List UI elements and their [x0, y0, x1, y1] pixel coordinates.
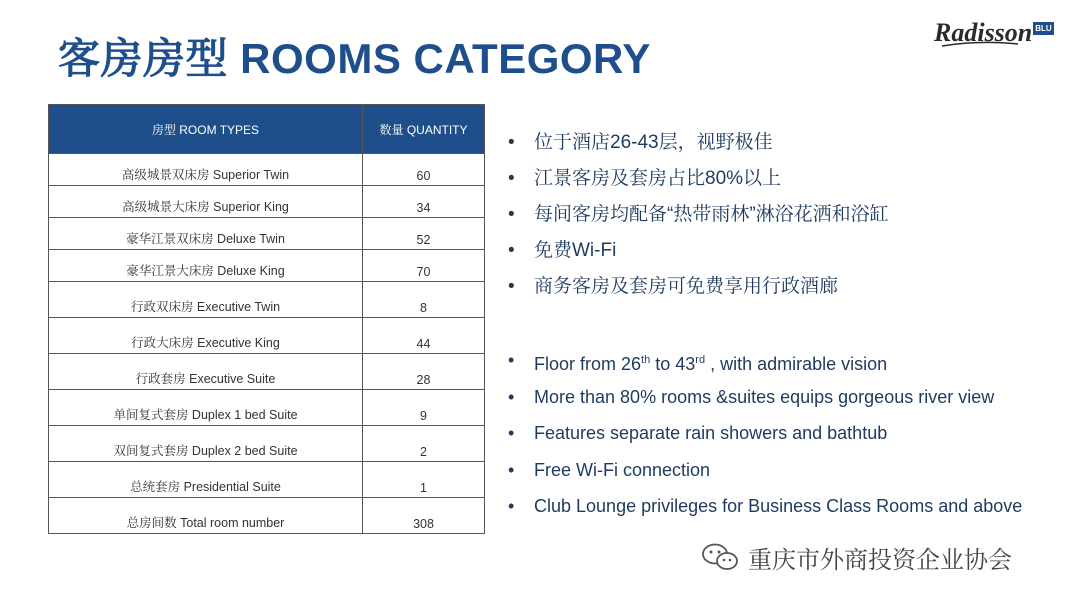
table-row — [49, 218, 485, 250]
rooms-table — [48, 104, 485, 534]
table-row — [49, 426, 485, 462]
logo-swoosh-icon — [940, 40, 1020, 50]
quantity-cell: 34 — [363, 186, 485, 218]
table-header-row — [49, 105, 485, 154]
quantity-cell: 1 — [363, 462, 485, 498]
list-item: • 位于酒店26-43层，视野极佳 — [508, 128, 889, 164]
quantity-cell: 28 — [363, 354, 485, 390]
quantity-cell: 9 — [363, 390, 485, 426]
room-type-cell: 高级城景大床房 Superior King — [49, 186, 363, 218]
list-item: • Features separate rain showers and bathtub — [508, 419, 1022, 456]
table-row — [49, 390, 485, 426]
room-type-cell: 行政套房 Executive Suite — [49, 354, 363, 390]
room-type-cell: 行政大床房 Executive King — [49, 318, 363, 354]
list-item: • 免费Wi-Fi — [508, 236, 889, 272]
room-type-cell: 双间复式套房 Duplex 2 bed Suite — [49, 426, 363, 462]
floor-sup-th: th — [641, 354, 651, 366]
room-type-cell: 总房间数 Total room number — [49, 498, 363, 534]
floor-mid: to 43 — [650, 354, 696, 374]
room-type-cell: 单间复式套房 Duplex 1 bed Suite — [49, 390, 363, 426]
table-row — [49, 186, 485, 218]
table-row-total — [49, 498, 485, 534]
room-type-cell: 高级城景双床房 Superior Twin — [49, 154, 363, 186]
quantity-cell: 2 — [363, 426, 485, 462]
page-title: 客房房型 ROOMS CATEGORY — [58, 35, 651, 82]
quantity-cell: 60 — [363, 154, 485, 186]
floor-suffix: , with admirable vision — [705, 354, 888, 374]
footer-text: 重庆市外商投资企业协会 — [748, 546, 1012, 574]
chinese-bullet-list — [508, 128, 889, 308]
list-item: • 商务客房及套房可免费享用行政酒廊 — [508, 272, 889, 308]
quantity-cell: 308 — [363, 498, 485, 534]
quantity-cell: 8 — [363, 282, 485, 318]
logo-badge: BLU — [1035, 24, 1052, 33]
list-item: • More than 80% rooms &suites equips gorgeous river view — [508, 383, 1022, 420]
table-row — [49, 462, 485, 498]
table-row — [49, 318, 485, 354]
table-row — [49, 282, 485, 318]
list-item: • 每间客房均配备“热带雨林”淋浴花洒和浴缸 — [508, 200, 889, 236]
room-type-cell: 豪华江景大床房 Deluxe King — [49, 250, 363, 282]
table-row — [49, 250, 485, 282]
room-type-cell: 行政双床房 Executive Twin — [49, 282, 363, 318]
footer-watermark — [700, 540, 1012, 574]
english-bullet-list — [508, 346, 1022, 529]
quantity-cell: 70 — [363, 250, 485, 282]
quantity-cell: 52 — [363, 218, 485, 250]
logo-text: Radisson — [934, 18, 1033, 47]
table-row — [49, 154, 485, 186]
floor-prefix: Floor from 26 — [534, 354, 642, 374]
header-quantity: 数量 QUANTITY — [363, 105, 485, 154]
list-item-floor — [508, 346, 1022, 383]
room-type-cell: 总统套房 Presidential Suite — [49, 462, 363, 498]
list-item: • 江景客房及套房占比80%以上 — [508, 164, 889, 200]
wechat-icon — [700, 542, 740, 572]
quantity-cell: 44 — [363, 318, 485, 354]
list-item: • Free Wi-Fi connection — [508, 456, 1022, 493]
table-row — [49, 354, 485, 390]
list-item: • Club Lounge privileges for Business Class Rooms and above — [508, 492, 1022, 529]
room-type-cell: 豪华江景双床房 Deluxe Twin — [49, 218, 363, 250]
floor-sup-rd: rd — [695, 354, 706, 366]
header-room-types: 房型 ROOM TYPES — [49, 105, 363, 154]
